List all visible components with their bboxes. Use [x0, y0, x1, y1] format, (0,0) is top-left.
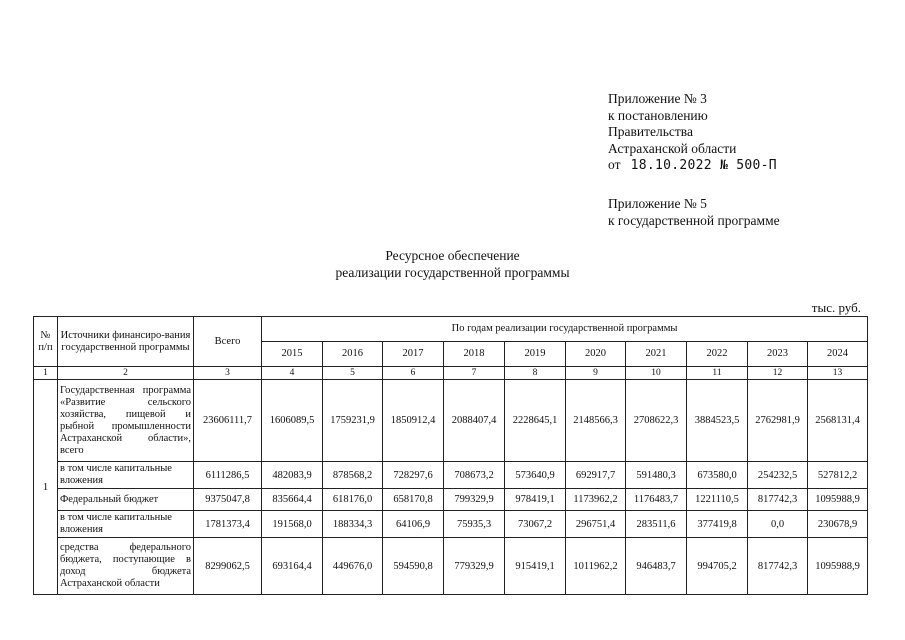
- header-source: Источники финансиро-вания государственной программы: [58, 317, 194, 367]
- resolution-date-number: 18.10.2022 № 500-П: [630, 158, 777, 173]
- header-total: Всего: [194, 317, 262, 367]
- header-num: № п/п: [34, 317, 58, 367]
- column-index: 9: [566, 367, 626, 380]
- year-value: 1176483,7: [626, 489, 687, 511]
- column-index: 10: [626, 367, 687, 380]
- year-value: 618176,0: [323, 489, 383, 511]
- year-value: 377419,8: [687, 511, 748, 538]
- source-cell: Государственная программа «Развитие сельского хозяйства, пищевой и рыбной промышленности Астраханской области», всего: [58, 380, 194, 462]
- year-value: 527812,2: [808, 462, 868, 489]
- column-index: 13: [808, 367, 868, 380]
- column-index: 6: [383, 367, 444, 380]
- total-cell: 6111286,5: [194, 462, 262, 489]
- header-year: 2022: [687, 342, 748, 367]
- header-year: 2019: [505, 342, 566, 367]
- year-value: 296751,4: [566, 511, 626, 538]
- column-index: 7: [444, 367, 505, 380]
- year-value: 1606089,5: [262, 380, 323, 462]
- year-value: 799329,9: [444, 489, 505, 511]
- document-title: [300, 247, 605, 281]
- appendix-line: к постановлению: [608, 107, 708, 123]
- header-year: 2021: [626, 342, 687, 367]
- units-label: тыс. руб.: [811, 300, 861, 315]
- source-cell: Федеральный бюджет: [58, 489, 194, 511]
- header-year: 2018: [444, 342, 505, 367]
- column-index: 8: [505, 367, 566, 380]
- year-value: 2568131,4: [808, 380, 868, 462]
- column-index: 1: [34, 367, 58, 380]
- year-value: 73067,2: [505, 511, 566, 538]
- appendix-line: Правительства: [608, 124, 693, 139]
- year-value: 2148566,3: [566, 380, 626, 462]
- appendix-resolution-block: [608, 91, 777, 175]
- year-value: 1221110,5: [687, 489, 748, 511]
- year-value: 283511,6: [626, 511, 687, 538]
- header-year: 2015: [262, 342, 323, 367]
- year-value: 2762981,9: [748, 380, 808, 462]
- year-value: 692917,7: [566, 462, 626, 489]
- table-row: [34, 380, 868, 462]
- year-value: 946483,7: [626, 538, 687, 595]
- source-cell: в том числе капитальные вложения: [58, 511, 194, 538]
- year-value: 230678,9: [808, 511, 868, 538]
- year-value: 3884523,5: [687, 380, 748, 462]
- source-cell: в том числе капитальные вложения: [58, 462, 194, 489]
- header-year: 2017: [383, 342, 444, 367]
- year-value: 915419,1: [505, 538, 566, 595]
- year-value: 594590,8: [383, 538, 444, 595]
- year-value: 978419,1: [505, 489, 566, 511]
- resource-table: [33, 316, 868, 595]
- year-value: 75935,3: [444, 511, 505, 538]
- title-line-2: реализации государственной программы: [335, 265, 570, 280]
- year-value: 658170,8: [383, 489, 444, 511]
- column-index: 12: [748, 367, 808, 380]
- table-row: [34, 538, 868, 595]
- year-value: 1759231,9: [323, 380, 383, 462]
- total-cell: 8299062,5: [194, 538, 262, 595]
- year-value: 817742,3: [748, 538, 808, 595]
- header-year: 2024: [808, 342, 868, 367]
- year-value: 673580,0: [687, 462, 748, 489]
- source-cell: средства федерального бюджета, поступающие в доход бюджета Астраханской области: [58, 538, 194, 595]
- year-value: 708673,2: [444, 462, 505, 489]
- total-cell: 1781373,4: [194, 511, 262, 538]
- year-value: 64106,9: [383, 511, 444, 538]
- year-value: 449676,0: [323, 538, 383, 595]
- date-prefix: от: [608, 157, 621, 172]
- year-value: 1011962,2: [566, 538, 626, 595]
- resolution-date-line: [608, 157, 777, 175]
- year-value: 835664,4: [262, 489, 323, 511]
- table-row: [34, 462, 868, 489]
- appendix-line: к государственной программе: [608, 212, 780, 228]
- row-number: 1: [34, 380, 58, 595]
- year-value: 2088407,4: [444, 380, 505, 462]
- title-line-1: Ресурсное обеспечение: [385, 248, 520, 263]
- year-value: 693164,4: [262, 538, 323, 595]
- column-index: 3: [194, 367, 262, 380]
- year-value: 1173962,2: [566, 489, 626, 511]
- appendix-line: Астраханской области: [608, 140, 737, 156]
- year-value: 188334,3: [323, 511, 383, 538]
- year-value: 994705,2: [687, 538, 748, 595]
- column-index: 2: [58, 367, 194, 380]
- year-value: 0,0: [748, 511, 808, 538]
- year-value: 728297,6: [383, 462, 444, 489]
- column-index: 4: [262, 367, 323, 380]
- total-cell: 23606111,7: [194, 380, 262, 462]
- year-value: 1095988,9: [808, 538, 868, 595]
- year-value: 191568,0: [262, 511, 323, 538]
- header-row: [34, 317, 868, 342]
- year-value: 1095988,9: [808, 489, 868, 511]
- header-year: 2016: [323, 342, 383, 367]
- year-value: 1850912,4: [383, 380, 444, 462]
- year-value: 573640,9: [505, 462, 566, 489]
- year-value: 779329,9: [444, 538, 505, 595]
- year-value: 2228645,1: [505, 380, 566, 462]
- appendix-line: Приложение № 5: [608, 196, 707, 211]
- year-value: 878568,2: [323, 462, 383, 489]
- column-index-row: [34, 367, 868, 380]
- table-row: [34, 489, 868, 511]
- header-year: 2020: [566, 342, 626, 367]
- appendix-line: Приложение № 3: [608, 91, 707, 106]
- appendix-program-block: [608, 196, 780, 229]
- total-cell: 9375047,8: [194, 489, 262, 511]
- year-value: 591480,3: [626, 462, 687, 489]
- header-year: 2023: [748, 342, 808, 367]
- year-value: 2708622,3: [626, 380, 687, 462]
- year-value: 482083,9: [262, 462, 323, 489]
- year-value: 254232,5: [748, 462, 808, 489]
- year-value: 817742,3: [748, 489, 808, 511]
- column-index: 5: [323, 367, 383, 380]
- header-years-group: По годам реализации государственной программы: [262, 317, 868, 342]
- column-index: 11: [687, 367, 748, 380]
- table-row: [34, 511, 868, 538]
